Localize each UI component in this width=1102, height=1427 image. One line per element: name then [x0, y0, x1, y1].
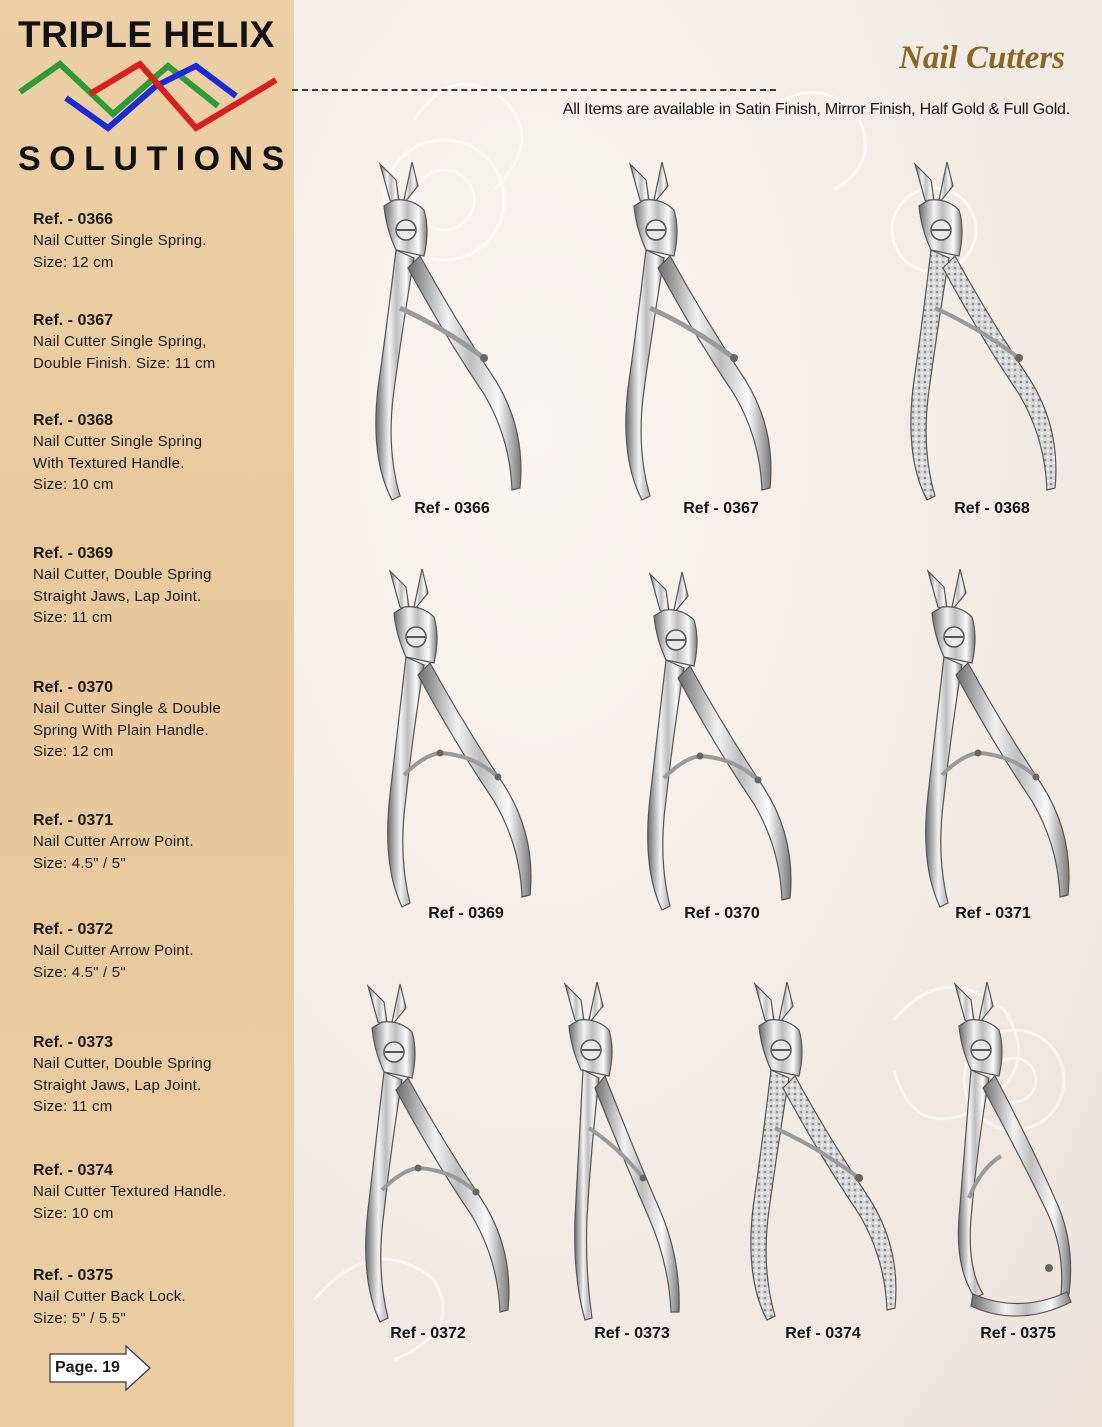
product-desc-line: Nail Cutter Back Lock. [33, 1288, 186, 1305]
page-title: Nail Cutters [899, 40, 1065, 76]
catalog-main [294, 0, 1102, 1427]
nail-cutter-icon [322, 980, 522, 1340]
product-desc-line: Nail Cutter Single Spring, [33, 333, 207, 350]
nail-cutter-textured-icon [709, 978, 909, 1338]
nail-cutter-icon [334, 158, 534, 518]
product-desc-line: Nail Cutter Single Spring [33, 433, 203, 450]
product-entry-0370 [33, 677, 283, 763]
product-desc-line: Nail Cutter, Double Spring [33, 1055, 212, 1072]
product-ref: Ref. - 0369 [33, 545, 114, 562]
product-desc-line: Nail Cutter Textured Handle. [33, 1183, 227, 1200]
product-entry-0372 [33, 919, 283, 983]
product-desc-line: Nail Cutter Single Spring. [33, 232, 207, 249]
product-ref: Ref. - 0366 [33, 211, 114, 228]
brand-tagline: SOLUTIONS [18, 140, 293, 178]
product-image-0371[interactable] [882, 565, 1082, 925]
product-desc-line: Size: 11 cm [33, 609, 113, 626]
product-image-0366[interactable] [334, 158, 534, 518]
product-ref: Ref. - 0370 [33, 679, 114, 696]
product-caption: Ref - 0369 [428, 905, 504, 922]
header-divider [292, 89, 776, 91]
product-desc-line: Nail Cutter, Double Spring [33, 566, 212, 583]
nail-cutter-icon [584, 158, 784, 518]
page-number: Page. 19 [55, 1359, 120, 1376]
product-caption: Ref - 0368 [954, 500, 1030, 517]
product-desc-line: With Textured Handle. [33, 454, 185, 472]
product-entry-0366 [33, 209, 283, 273]
nail-cutter-backlock-icon [909, 978, 1102, 1338]
product-desc-line: Size: 12 cm [33, 253, 114, 271]
product-caption: Ref - 0371 [955, 905, 1031, 922]
product-image-0372[interactable] [322, 980, 522, 1340]
product-desc-line: Nail Cutter Single & Double [33, 700, 221, 717]
product-desc-line: Spring With Plain Handle. [33, 721, 209, 739]
product-entry-0374 [33, 1160, 283, 1224]
nail-cutter-icon [604, 568, 804, 928]
product-caption: Ref - 0374 [785, 1325, 861, 1342]
product-entry-0369 [33, 543, 283, 629]
product-desc-line: Nail Cutter Arrow Point. [33, 942, 194, 959]
product-image-0373[interactable] [519, 978, 719, 1338]
product-entry-0375 [33, 1265, 283, 1329]
product-ref: Ref. - 0372 [33, 921, 114, 938]
product-ref: Ref. - 0375 [33, 1267, 114, 1284]
product-image-0370[interactable] [604, 568, 804, 928]
product-desc-line: Double Finish. Size: 11 cm [33, 354, 216, 372]
product-image-0369[interactable] [344, 565, 544, 925]
product-caption: Ref - 0375 [980, 1325, 1056, 1342]
product-desc-line: Size: 10 cm [33, 1204, 114, 1222]
finish-availability-note: All Items are available in Satin Finish, Mirror Finish, Half Gold & Full Gold. [562, 101, 1070, 118]
nail-cutter-icon [344, 565, 544, 925]
product-ref: Ref. - 0374 [33, 1162, 114, 1179]
product-caption: Ref - 0370 [684, 905, 760, 922]
nail-cutter-textured-icon [869, 158, 1069, 518]
product-ref: Ref. - 0373 [33, 1034, 114, 1051]
product-desc-line: Nail Cutter Arrow Point. [33, 833, 194, 850]
product-image-0374[interactable] [709, 978, 909, 1338]
product-ref: Ref. - 0368 [33, 412, 114, 429]
nail-cutter-icon [519, 978, 719, 1338]
product-desc-line: Size: 5" / 5.5" [33, 1309, 126, 1327]
product-entry-0371 [33, 810, 283, 874]
product-entry-0368 [33, 410, 283, 496]
product-desc-line: Size: 12 cm [33, 743, 114, 760]
product-ref: Ref. - 0371 [33, 812, 114, 829]
product-image-0375[interactable] [909, 978, 1102, 1338]
product-caption: Ref - 0373 [594, 1325, 670, 1342]
product-desc-line: Straight Jaws, Lap Joint. [33, 1076, 202, 1094]
product-caption: Ref - 0367 [683, 500, 759, 517]
product-image-0367[interactable] [584, 158, 784, 518]
brand-name: TRIPLE HELIX [18, 14, 275, 55]
product-caption: Ref - 0366 [414, 500, 490, 517]
product-image-0368[interactable] [869, 158, 1069, 518]
nail-cutter-icon [882, 565, 1082, 925]
product-entry-0373 [33, 1032, 283, 1118]
product-desc-line: Straight Jaws, Lap Joint. [33, 587, 202, 605]
product-desc-line: Size: 11 cm [33, 1098, 113, 1115]
sidebar [0, 0, 294, 1427]
product-desc-line: Size: 4.5" / 5" [33, 963, 126, 981]
brand-logo-helix-icon [18, 58, 280, 136]
product-entry-0367 [33, 310, 283, 374]
product-ref: Ref. - 0367 [33, 312, 114, 329]
page-number-badge[interactable] [48, 1344, 152, 1392]
product-caption: Ref - 0372 [390, 1325, 466, 1342]
product-desc-line: Size: 4.5" / 5" [33, 854, 126, 872]
product-desc-line: Size: 10 cm [33, 476, 114, 493]
